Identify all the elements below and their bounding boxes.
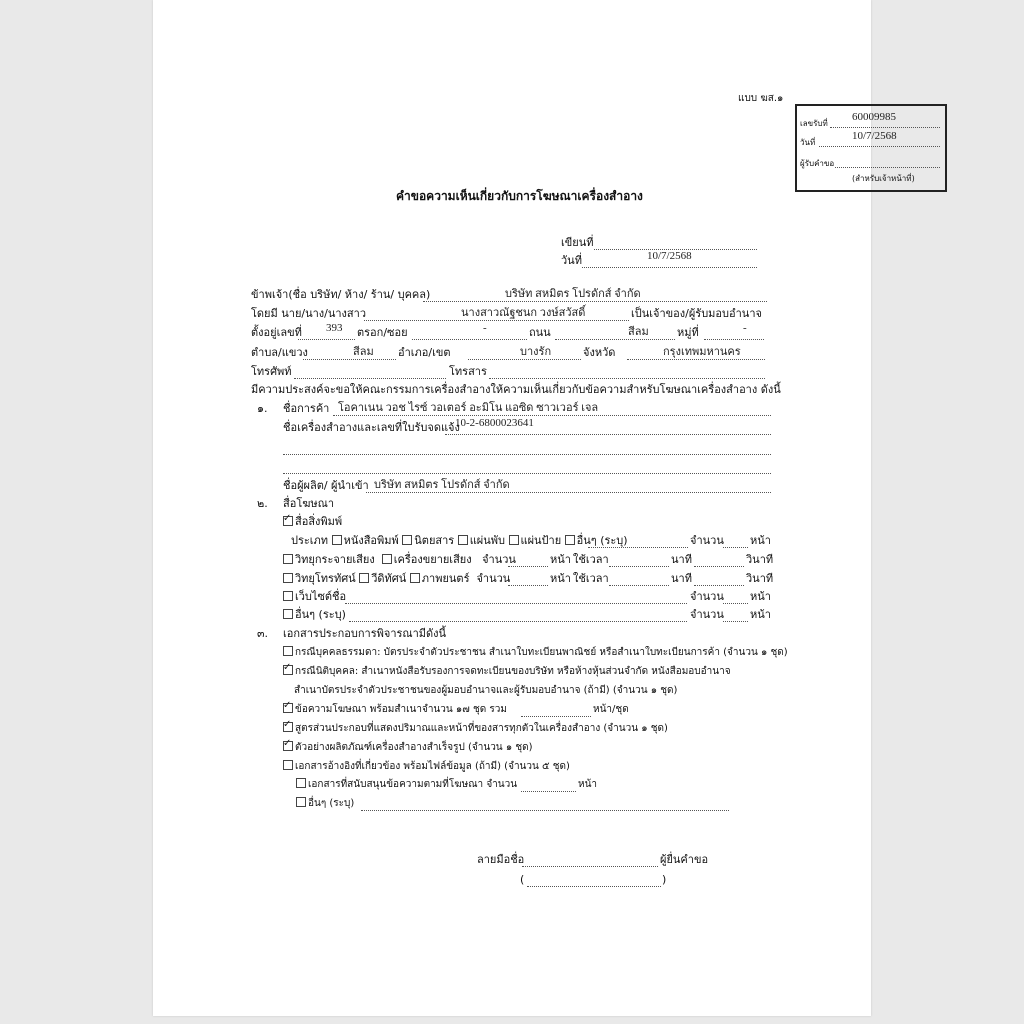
applicant-label: ข้าพเจ้า(ชื่อ บริษัท/ ห้าง/ ร้าน/ บุคคล): [251, 288, 431, 301]
doc-company: ✓กรณีนิติบุคคล: สำเนาหนังสือรับรองการจดทะเบียนของบริษัท หรือห้างหุ้นส่วนจำกัด หนังสือมอบอำนาจ: [283, 665, 731, 679]
doc-ad-checkbox[interactable]: [283, 703, 293, 713]
doc-person-checkbox[interactable]: [283, 646, 293, 656]
officer-note: (สำหรับเจ้าหน้าที่): [852, 174, 915, 183]
doc-formula-checkbox[interactable]: [283, 722, 293, 732]
by-value: นางสาวณัฐชนก วงษ์สวัสดิ์: [461, 307, 586, 319]
doc-support-checkbox[interactable]: [296, 778, 306, 788]
radio-min-unit: นาที: [671, 553, 692, 566]
trade-label: ชื่อการค้า: [283, 402, 330, 415]
doc-formula: ✓สูตรส่วนประกอบที่แสดงปริมาณและหน้าที่ของสารทุกตัวในเครื่องสำอาง (จำนวน ๑ ชุด): [283, 722, 668, 736]
web-page-unit: หน้า: [750, 590, 771, 603]
magazine-checkbox[interactable]: [402, 535, 412, 545]
district-label: อำเภอ/เขต: [398, 346, 451, 359]
other-page-unit: หน้า: [750, 608, 771, 621]
fax-label: โทรสาร: [449, 365, 487, 378]
print-checkbox[interactable]: [283, 516, 293, 526]
signature-name-line[interactable]: [527, 873, 661, 887]
maker-label: ชื่อผู้ผลิต/ ผู้นำเข้า: [283, 479, 369, 492]
newspaper-checkbox[interactable]: [332, 535, 342, 545]
subdistrict-label: ตำบล/แขวง: [251, 346, 308, 359]
sec2-label: สื่อโฆษณา: [283, 497, 335, 510]
doc-other: อื่นๆ (ระบุ): [296, 797, 354, 811]
doc-ad-text: ✓ข้อความโฆษณา พร้อมสำเนาจำนวน ๑๗ ชุด รวม: [283, 703, 507, 717]
web-checkbox[interactable]: [283, 591, 293, 601]
sec3-label: เอกสารประกอบการพิจารณามีดังนี้: [283, 627, 447, 640]
tv-time-label: ใช้เวลา: [573, 572, 609, 585]
by-label: โดยมี นาย/นาง/นางสาว: [251, 307, 367, 320]
subdistrict-value: สีลม: [353, 346, 374, 358]
addr-label: ตั้งอยู่เลขที่: [251, 326, 302, 339]
other-media-checkbox[interactable]: [283, 609, 293, 619]
doc-sample: ✓ตัวอย่างผลิตภัณฑ์เครื่องสำอางสำเร็จรูป (จำนวน ๑ ชุด): [283, 741, 533, 755]
receiver-label: ผู้รับคำขอ: [800, 159, 835, 168]
signature-close: ): [662, 873, 667, 886]
road-label: ถนน: [529, 326, 551, 339]
form-page: [153, 0, 915, 1016]
officer-box: [795, 104, 947, 192]
doc-ad-unit: หน้า/ชุด: [593, 704, 629, 715]
written-at-label: เขียนที่: [561, 236, 594, 249]
sign-checkbox[interactable]: [509, 535, 519, 545]
receipt-no: 60009985: [852, 111, 896, 123]
tv-min-unit: นาที: [671, 572, 692, 585]
signature-label: ลายมือชื่อ: [477, 853, 525, 866]
trade-value: โอคาเนน วอช ไรซ์ วอเตอร์ อะมิโน แอซิด ซาวเวอร์ เจล: [338, 402, 599, 414]
receipt-label: เลขรับที่: [800, 119, 828, 128]
tv-page-unit: หน้า: [550, 572, 571, 585]
lane-value: -: [483, 322, 487, 334]
district-value: บางรัก: [520, 346, 552, 358]
radio-page-unit: หน้า: [550, 553, 571, 566]
role-label: เป็นเจ้าของ/ผู้รับมอบอำนาจ: [631, 307, 762, 320]
other-media-row: อื่นๆ (ระบุ): [283, 608, 346, 622]
print-page-unit: หน้า: [750, 534, 771, 547]
doc-sample-checkbox[interactable]: [283, 741, 293, 751]
sec1-num: ๑.: [257, 402, 268, 415]
doc-other-checkbox[interactable]: [296, 797, 306, 807]
tv-checkbox[interactable]: [283, 573, 293, 583]
print-type-row: ประเภท หนังสือพิมพ์ นิตยสาร แผ่นพับ แผ่นป้าย อื่นๆ (ระบุ): [291, 534, 628, 547]
officer-date-label: วันที่: [800, 138, 816, 147]
sec3-num: ๓.: [257, 627, 269, 640]
signature-line[interactable]: [522, 853, 658, 867]
form-title: คำขอความเห็นเกี่ยวกับการโฆษณาเครื่องสำอาง: [396, 189, 643, 203]
tv-sec-unit: วินาที: [746, 572, 774, 585]
doc-ref: เอกสารอ้างอิงที่เกี่ยวข้อง พร้อมไฟล์ข้อมูล (ถ้ามี) (จำนวน ๕ ชุด): [283, 760, 570, 774]
doc-support-unit: หน้า: [578, 779, 598, 790]
province-value: กรุงเทพมหานคร: [663, 346, 741, 358]
form-code: แบบ ฆส.๑: [738, 93, 784, 104]
addr-no: 393: [326, 322, 343, 334]
radio-sec-unit: วินาที: [746, 553, 774, 566]
radio-checkbox[interactable]: [283, 554, 293, 564]
web-qty-label: จำนวน: [690, 590, 724, 603]
officer-date: 10/7/2568: [852, 130, 897, 142]
moo-value: -: [743, 322, 747, 334]
province-label: จังหวัด: [583, 346, 616, 359]
radio-time-label: ใช้เวลา: [573, 553, 609, 566]
lane-label: ตรอก/ซอย: [357, 326, 408, 339]
sec2-num: ๒.: [257, 497, 268, 510]
tv-row: วิทยุโทรทัศน์ วีดิทัศน์ ภาพยนตร์ จำนวน: [283, 572, 510, 586]
signature-role: ผู้ยื่นคำขอ: [660, 853, 709, 866]
radio-row: วิทยุกระจายเสียง เครื่องขยายเสียง จำนวน: [283, 553, 516, 567]
date-value: 10/7/2568: [647, 250, 692, 262]
doc-person: กรณีบุคคลธรรมดา: บัตรประจำตัวประชาชน สำเนาใบทะเบียนพาณิชย์ หรือสำเนาใบทะเบียนการค้า (จำนวน ๑ ชุด): [283, 646, 788, 660]
doc-company-checkbox[interactable]: [283, 665, 293, 675]
other-qty-label: จำนวน: [690, 608, 724, 621]
doc-company-2: สำเนาบัตรประจำตัวประชาชนของผู้มอบอำนาจและผู้รับมอบอำนาจ (ถ้ามี) (จำนวน ๑ ชุด): [294, 685, 678, 696]
signature-open: (: [520, 873, 525, 886]
movie-checkbox[interactable]: [410, 573, 420, 583]
amp-checkbox[interactable]: [382, 554, 392, 564]
date-label: วันที่: [561, 254, 582, 267]
doc-ref-checkbox[interactable]: [283, 760, 293, 770]
road-value: สีลม: [628, 326, 649, 338]
phone-label: โทรศัพท์: [251, 365, 292, 378]
print-qty-label: จำนวน: [690, 534, 724, 547]
moo-label: หมู่ที่: [677, 326, 699, 339]
doc-support: เอกสารที่สนับสนุนข้อความตามที่โฆษณา จำนวน: [296, 778, 517, 792]
maker-value: บริษัท สหมิตร โปรดักส์ จำกัด: [374, 479, 510, 491]
video-checkbox[interactable]: [359, 573, 369, 583]
applicant-value: บริษัท สหมิตร โปรดักส์ จำกัด: [505, 288, 641, 300]
name-value: 10-2-6800023641: [455, 417, 534, 429]
other-print-checkbox[interactable]: [565, 535, 575, 545]
name-label: ชื่อเครื่องสำอางและเลขที่ใบรับจดแจ้ง: [283, 421, 460, 434]
leaflet-checkbox[interactable]: [458, 535, 468, 545]
print-row: ✓สื่อสิ่งพิมพ์: [283, 515, 342, 529]
web-row: เว็บไซต์ชื่อ: [283, 590, 346, 604]
purpose-text: มีความประสงค์จะขอให้คณะกรรมการเครื่องสำอางให้ความเห็นเกี่ยวกับข้อความสำหรับโฆษณาเครื่องสำอาง ดังนี้: [251, 383, 781, 396]
